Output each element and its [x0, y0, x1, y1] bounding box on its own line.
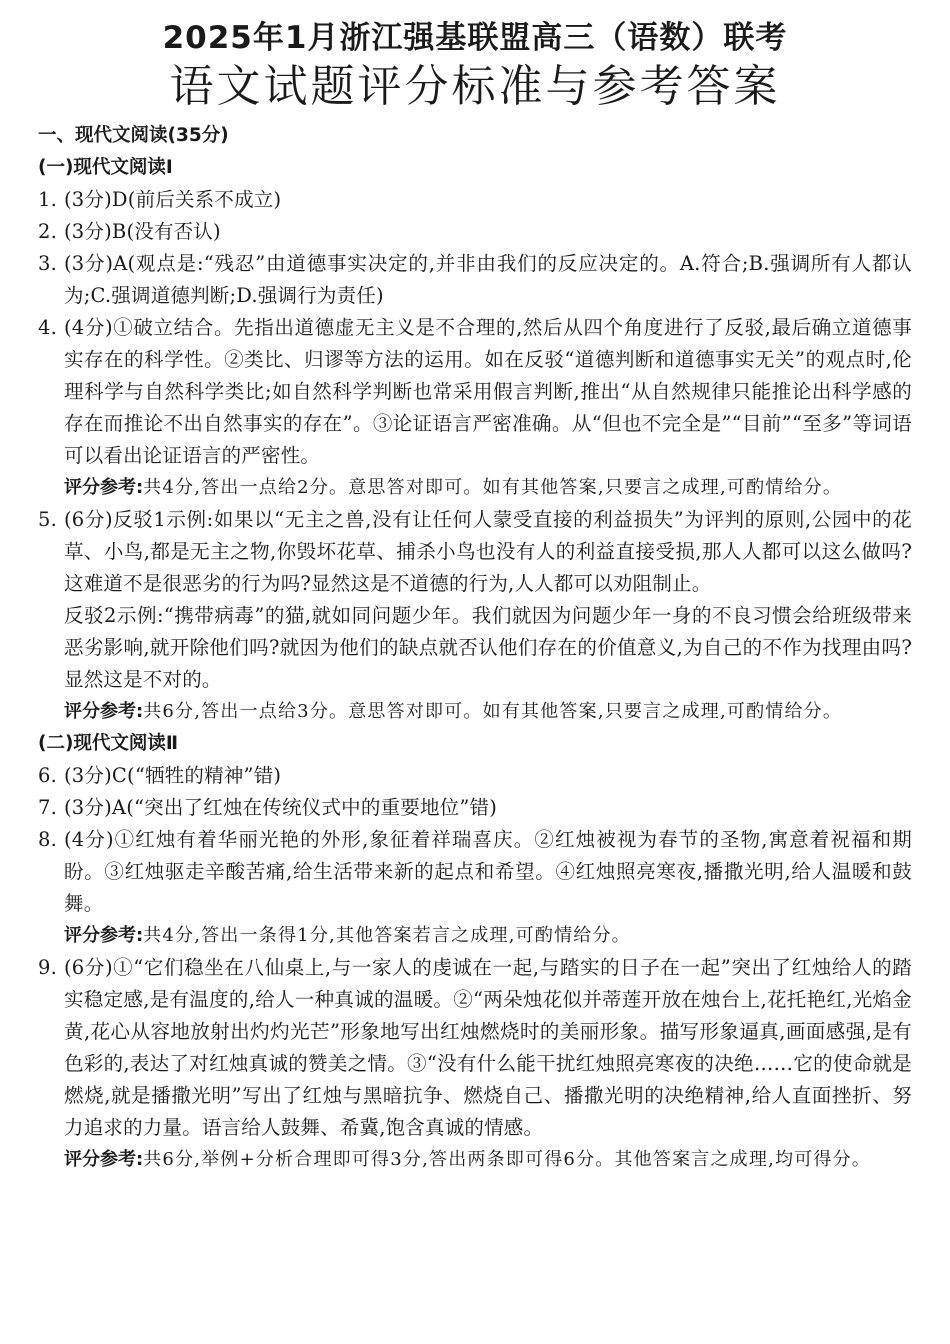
document-subtitle: 语文试题评分标准与参考答案	[169, 61, 781, 112]
question-number: 5.	[38, 508, 58, 531]
question-number: 8.	[38, 828, 58, 851]
scoring-label: 评分参考:	[64, 1149, 144, 1170]
answer-item	[38, 504, 912, 600]
scoring-note	[38, 920, 912, 952]
answer-text: (4分)①破立结合。先指出道德虚无主义是不合理的,然后从四个角度进行了反驳,最后确立道德事实存在的科学性。②类比、归谬等方法的运用。如在反驳“道德判断和道德事实无关”的观点时,伦理科学与自然科学类比;如自然科学判断也常采用假言判断,推出“从自然规律只能推论出科学感的存在而推论不出自然事实的存在”。③论证语言严密准确。从“但也不完全是”“目前”“至多”等词语可以看出论证语言的严密性。	[64, 316, 912, 467]
answer-item	[38, 792, 912, 824]
scoring-text: 共4分,答出一条得1分,其他答案若言之成理,可酌情给分。	[143, 925, 631, 946]
answer-text: (4分)①红烛有着华丽光艳的外形,象征着祥瑞喜庆。②红烛被视为春节的圣物,寓意着祝福和期盼。③红烛驱走辛酸苦痛,给生活带来新的起点和希望。④红烛照亮寒夜,播撒光明,给人温暖和鼓舞。	[64, 828, 912, 915]
answer-item	[38, 248, 912, 312]
scoring-text: 共6分,举例+分析合理即可得3分,答出两条即可得6分。其他答案言之成理,均可得分。	[143, 1149, 872, 1170]
scoring-label: 评分参考:	[64, 477, 144, 498]
question-number: 9.	[38, 956, 58, 979]
answer-item	[38, 216, 912, 248]
question-number: 6.	[38, 764, 58, 787]
answer-text: (6分)①“它们稳坐在八仙桌上,与一家人的虔诚在一起,与踏实的日子在一起”突出了红烛给人的踏实稳定感,是有温度的,给人一种真诚的温暖。②“两朵烛花似并蒂莲开放在烛台上,花托艳红,光焰金黄,花心从容地放射出灼灼光芒”形象地写出红烛燃烧时的美丽形象。描写形象逼真,画面感强,是有色彩的,表达了对红烛真诚的赞美之情。③“没有什么能干扰红烛照亮寒夜的决绝……它的使命就是燃烧,就是播撒光明”写出了红烛与黑暗抗争、燃烧自己、播撒光明的决绝精神,给人直面挫折、努力追求的力量。语言给人鼓舞、希冀,饱含真诚的情感。	[64, 956, 912, 1139]
part-heading: (二)现代文阅读Ⅱ	[38, 733, 179, 754]
scoring-label: 评分参考:	[64, 701, 144, 722]
answer-paragraph: 反驳2示例:“携带病毒”的猫,就如同问题少年。我们就因为问题少年一身的不良习惯会给班级带来恶劣影响,就开除他们吗?就因为他们的缺点就否认他们存在的价值意义,为自己的不作为找理由吗?显然这是不对的。	[64, 604, 912, 691]
scoring-text: 共6分,答出一点给3分。意思答对即可。如有其他答案,只要言之成理,可酌情给分。	[143, 701, 843, 722]
question-number: 7.	[38, 796, 58, 819]
question-number: 3.	[38, 252, 58, 275]
scoring-note	[38, 472, 912, 504]
answer-item	[38, 952, 912, 1144]
scoring-note	[38, 1144, 912, 1176]
scoring-label: 评分参考:	[64, 925, 144, 946]
part-heading: (一)现代文阅读Ⅰ	[38, 157, 173, 178]
answer-text: (6分)反驳1示例:如果以“无主之兽,没有让任何人蒙受直接的利益损失”为评判的原则,公园中的花草、小鸟,都是无主之物,你毁坏花草、捕杀小鸟也没有人的利益直接受损,那人人都可以这么做吗?这难道不是很恶劣的行为吗?显然这是不道德的行为,人人都可以劝阻制止。	[64, 508, 912, 595]
section-heading: 一、现代文阅读(35分)	[38, 125, 229, 146]
answer-item	[38, 184, 912, 216]
scoring-note	[38, 696, 912, 728]
answer-item	[38, 824, 912, 920]
answer-text: (3分)A(观点是:“残忍”由道德事实决定的,并非由我们的反应决定的。A.符合;B.强调所有人都认为;C.强调道德判断;D.强调行为责任)	[64, 252, 912, 307]
answer-item	[38, 760, 912, 792]
answer-text: (3分)B(没有否认)	[64, 220, 221, 243]
answer-text: (3分)A(“突出了红烛在传统仪式中的重要地位”错)	[64, 796, 498, 819]
question-number: 2.	[38, 220, 58, 243]
question-number: 4.	[38, 316, 58, 339]
scoring-text: 共4分,答出一点给2分。意思答对即可。如有其他答案,只要言之成理,可酌情给分。	[143, 477, 843, 498]
answer-text: (3分)D(前后关系不成立)	[64, 188, 282, 211]
exam-title: 2025年1月浙江强基联盟高三（语数）联考	[162, 20, 788, 56]
answer-text: (3分)C(“牺牲的精神”错)	[64, 764, 282, 787]
question-number: 1.	[38, 188, 58, 211]
answer-item	[38, 312, 912, 472]
